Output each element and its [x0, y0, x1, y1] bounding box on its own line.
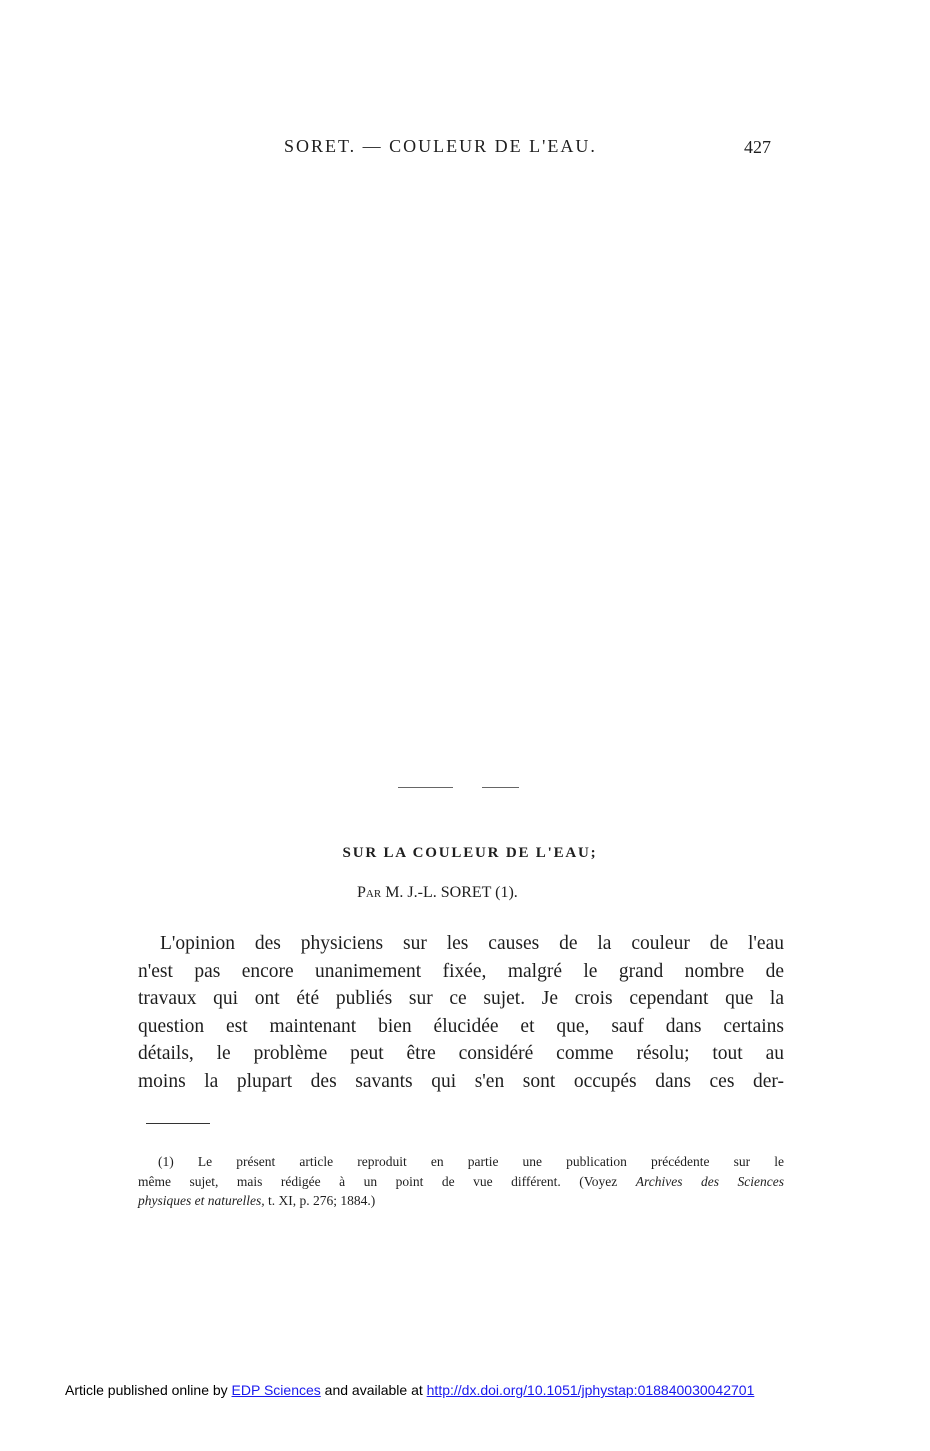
article-title: SUR LA COULEUR DE L'EAU; [342, 845, 598, 861]
byline [357, 884, 518, 902]
byline-par: Par [357, 884, 382, 901]
footnote [138, 1152, 784, 1211]
footnote-journal-title-cont: physiques et naturelles, [138, 1193, 265, 1208]
paragraph-line: détails, le problème peut être considéré comme résolu; tout au [138, 1043, 784, 1065]
paragraph-line: moins la plupart des savants qui s'en sont occupés dans ces der- [138, 1070, 784, 1092]
footer-middle: and available at [320, 1382, 427, 1398]
page-number: 427 [744, 137, 771, 157]
section-separator-right [482, 787, 519, 788]
paragraph-line: travaux qui ont été publiés sur ce sujet. Je crois cependant que la [138, 988, 784, 1010]
footnote-rule [146, 1123, 210, 1124]
footnote-journal-title: Archives des Sciences [635, 1173, 784, 1189]
footnote-line [138, 1172, 784, 1192]
footnote-marker: (1) [158, 1154, 174, 1169]
byline-author: M. J.-L. SORET [385, 884, 492, 901]
footnote-text: Le présent article reproduit en partie une publication précédente sur le [197, 1154, 784, 1169]
footnote-text: même sujet, mais rédigée à un point de vue différent. (Voyez [138, 1173, 636, 1189]
footer-prefix: Article published online by [65, 1382, 232, 1398]
running-head: SORET. — COULEUR DE L'EAU. [284, 136, 597, 156]
doi-link[interactable]: http://dx.doi.org/10.1051/jphystap:018840030042701 [426, 1382, 755, 1398]
byline-footnote-ref: (1). [495, 884, 518, 901]
footnote-line [138, 1191, 784, 1211]
body-paragraph [138, 930, 784, 1096]
paragraph-line: n'est pas encore unanimement fixée, malgré le grand nombre de [138, 960, 784, 982]
footnote-line [138, 1152, 784, 1172]
paragraph-line: L'opinion des physiciens sur les causes de la couleur de l'eau [160, 933, 784, 954]
publisher-link[interactable]: EDP Sciences [231, 1382, 321, 1398]
section-separator-left [398, 787, 453, 788]
footnote-text: t. XI, p. 276; 1884.) [264, 1193, 376, 1208]
paragraph-line: question est maintenant bien élucidée et que, sauf dans certains [138, 1015, 784, 1037]
publisher-footer [65, 1382, 754, 1398]
